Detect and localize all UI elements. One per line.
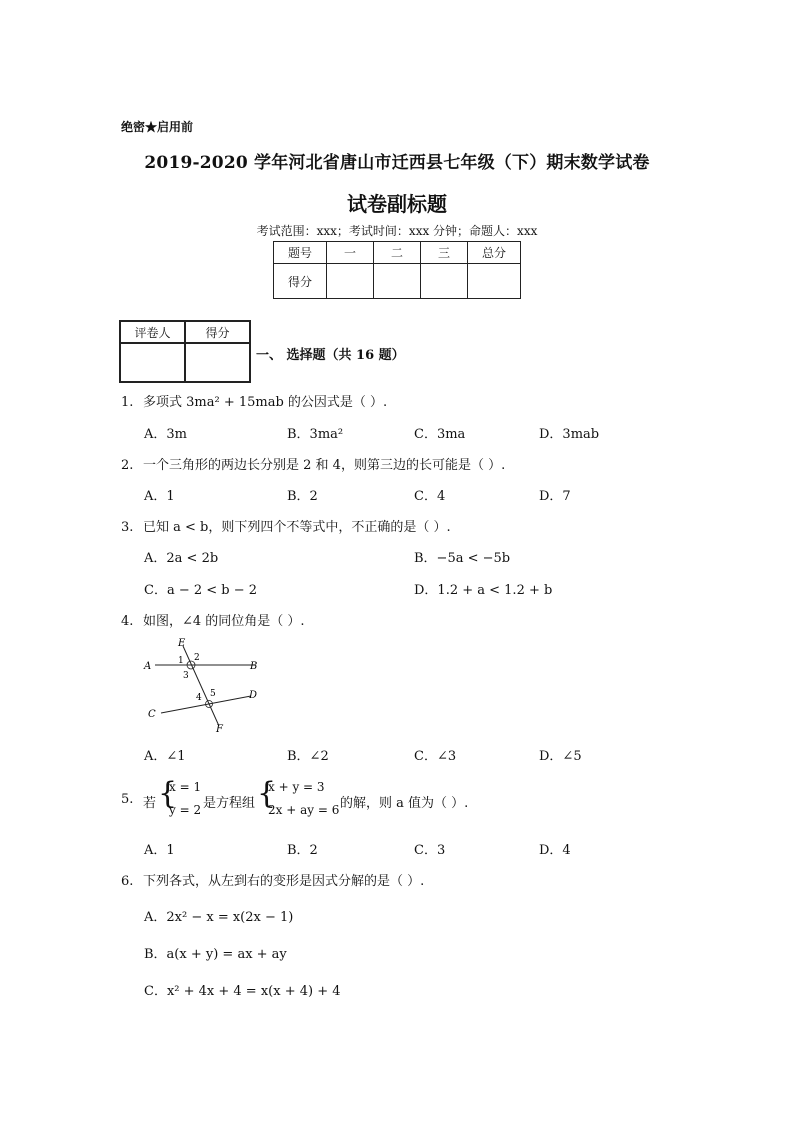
question-text: 一个三角形的两边长分别是 2 和 4，则第三边的长可能是（ ）. xyxy=(143,458,506,473)
question-text-after: 的解，则 a 值为（ ）. xyxy=(340,796,469,811)
score-cell[interactable] xyxy=(374,264,421,299)
score-cell[interactable] xyxy=(421,264,468,299)
option-c[interactable]: C．4 xyxy=(414,489,446,504)
score-row-label: 得分 xyxy=(274,264,327,299)
option-a[interactable]: A．2x² − x = x(2x − 1) xyxy=(144,910,294,925)
option-c[interactable]: C．x² + 4x + 4 = x(x + 4) + 4 xyxy=(144,984,341,999)
score-header-cell: 三 xyxy=(421,242,468,264)
question-text: 如图，∠4 的同位角是（ ）. xyxy=(143,614,305,629)
question-number: 1. xyxy=(121,395,134,410)
label-c: C xyxy=(148,709,156,720)
grader-header-cell: 评卷人 xyxy=(120,321,185,343)
question-4 xyxy=(121,610,305,629)
option-c[interactable]: C．∠3 xyxy=(414,749,457,764)
label-f: F xyxy=(216,724,223,734)
option-c[interactable]: C．3ma xyxy=(414,427,466,442)
option-b[interactable]: B．2 xyxy=(287,489,318,504)
left-brace-icon: { xyxy=(257,776,277,811)
question-6 xyxy=(121,870,424,889)
option-a[interactable]: A．1 xyxy=(144,489,175,504)
score-table xyxy=(273,241,521,299)
question-2 xyxy=(121,454,505,473)
option-c[interactable]: C．a − 2 < b − 2 xyxy=(144,583,258,598)
system2-eq2: 2x + ay = 6 xyxy=(268,803,340,817)
score-header-cell: 总分 xyxy=(468,242,521,264)
score-header-cell: 二 xyxy=(374,242,421,264)
option-d[interactable]: D．1.2 + a < 1.2 + b xyxy=(414,583,553,598)
system1-eq2: y = 2 xyxy=(169,803,202,817)
question-number: 4. xyxy=(121,614,134,629)
question-text: 下列各式，从左到右的变形是因式分解的是（ ）. xyxy=(143,874,425,889)
question-5 xyxy=(121,776,521,824)
question-3 xyxy=(121,516,451,535)
grader-cell[interactable] xyxy=(185,343,250,382)
option-d[interactable]: D．3mab xyxy=(539,427,600,442)
option-b[interactable]: B．−5a < −5b xyxy=(414,551,511,566)
grader-cell[interactable] xyxy=(120,343,185,382)
line-cd xyxy=(161,696,251,713)
label-e: E xyxy=(178,638,186,649)
system1-eq1: x = 1 xyxy=(169,780,202,794)
angle-label-5: 5 xyxy=(210,689,216,699)
question-text-before: 若 xyxy=(143,796,157,811)
angle-label-3: 3 xyxy=(183,671,189,681)
question-text: 多项式 3ma² + 15mab 的公因式是（ ）. xyxy=(143,395,388,410)
option-b[interactable]: B．∠2 xyxy=(287,749,329,764)
option-d[interactable]: D．∠5 xyxy=(539,749,582,764)
question-text: 已知 a < b，则下列四个不等式中，不正确的是（ ）. xyxy=(143,520,451,535)
score-header-cell: 一 xyxy=(327,242,374,264)
option-d[interactable]: D．4 xyxy=(539,843,571,858)
question-1 xyxy=(121,391,387,410)
question-text-mid: 是方程组 xyxy=(203,796,256,811)
option-a[interactable]: A．1 xyxy=(144,843,175,858)
angle-label-4: 4 xyxy=(196,693,202,703)
option-a[interactable]: A．∠1 xyxy=(144,749,186,764)
option-d[interactable]: D．7 xyxy=(539,489,571,504)
label-d: D xyxy=(249,690,258,701)
system2-eq1: x + y = 3 xyxy=(268,780,325,794)
grader-header-cell: 得分 xyxy=(185,321,250,343)
score-header-cell: 题号 xyxy=(274,242,327,264)
left-brace-icon: { xyxy=(158,776,178,811)
option-c[interactable]: C．3 xyxy=(414,843,446,858)
option-a[interactable]: A．3m xyxy=(144,427,187,442)
question-number: 5. xyxy=(121,792,134,807)
label-b: B xyxy=(250,661,258,672)
confidential-label: 绝密★启用前 xyxy=(121,120,194,134)
exam-info: 考试范围：xxx；考试时间：xxx 分钟；命题人：xxx xyxy=(256,224,538,238)
option-b[interactable]: B．a(x + y) = ax + ay xyxy=(144,947,287,962)
option-b[interactable]: B．3ma² xyxy=(287,427,344,442)
exam-title: 2019-2020 学年河北省唐山市迁西县七年级（下）期末数学试卷 xyxy=(144,153,650,173)
question-number: 2. xyxy=(121,458,134,473)
option-a[interactable]: A．2a < 2b xyxy=(144,551,219,566)
question-number: 6. xyxy=(121,874,134,889)
question-number: 3. xyxy=(121,520,134,535)
angle-label-2: 2 xyxy=(194,653,200,663)
score-cell[interactable] xyxy=(327,264,374,299)
line-ef xyxy=(183,646,219,726)
label-a: A xyxy=(144,661,152,672)
option-b[interactable]: B．2 xyxy=(287,843,318,858)
exam-subtitle: 试卷副标题 xyxy=(347,192,447,216)
section-title: 一、 选择题（共 16 题） xyxy=(256,348,405,363)
angle-label-1: 1 xyxy=(178,656,184,666)
parallel-lines-figure xyxy=(143,634,268,734)
grader-table xyxy=(119,320,251,383)
score-cell[interactable] xyxy=(468,264,521,299)
